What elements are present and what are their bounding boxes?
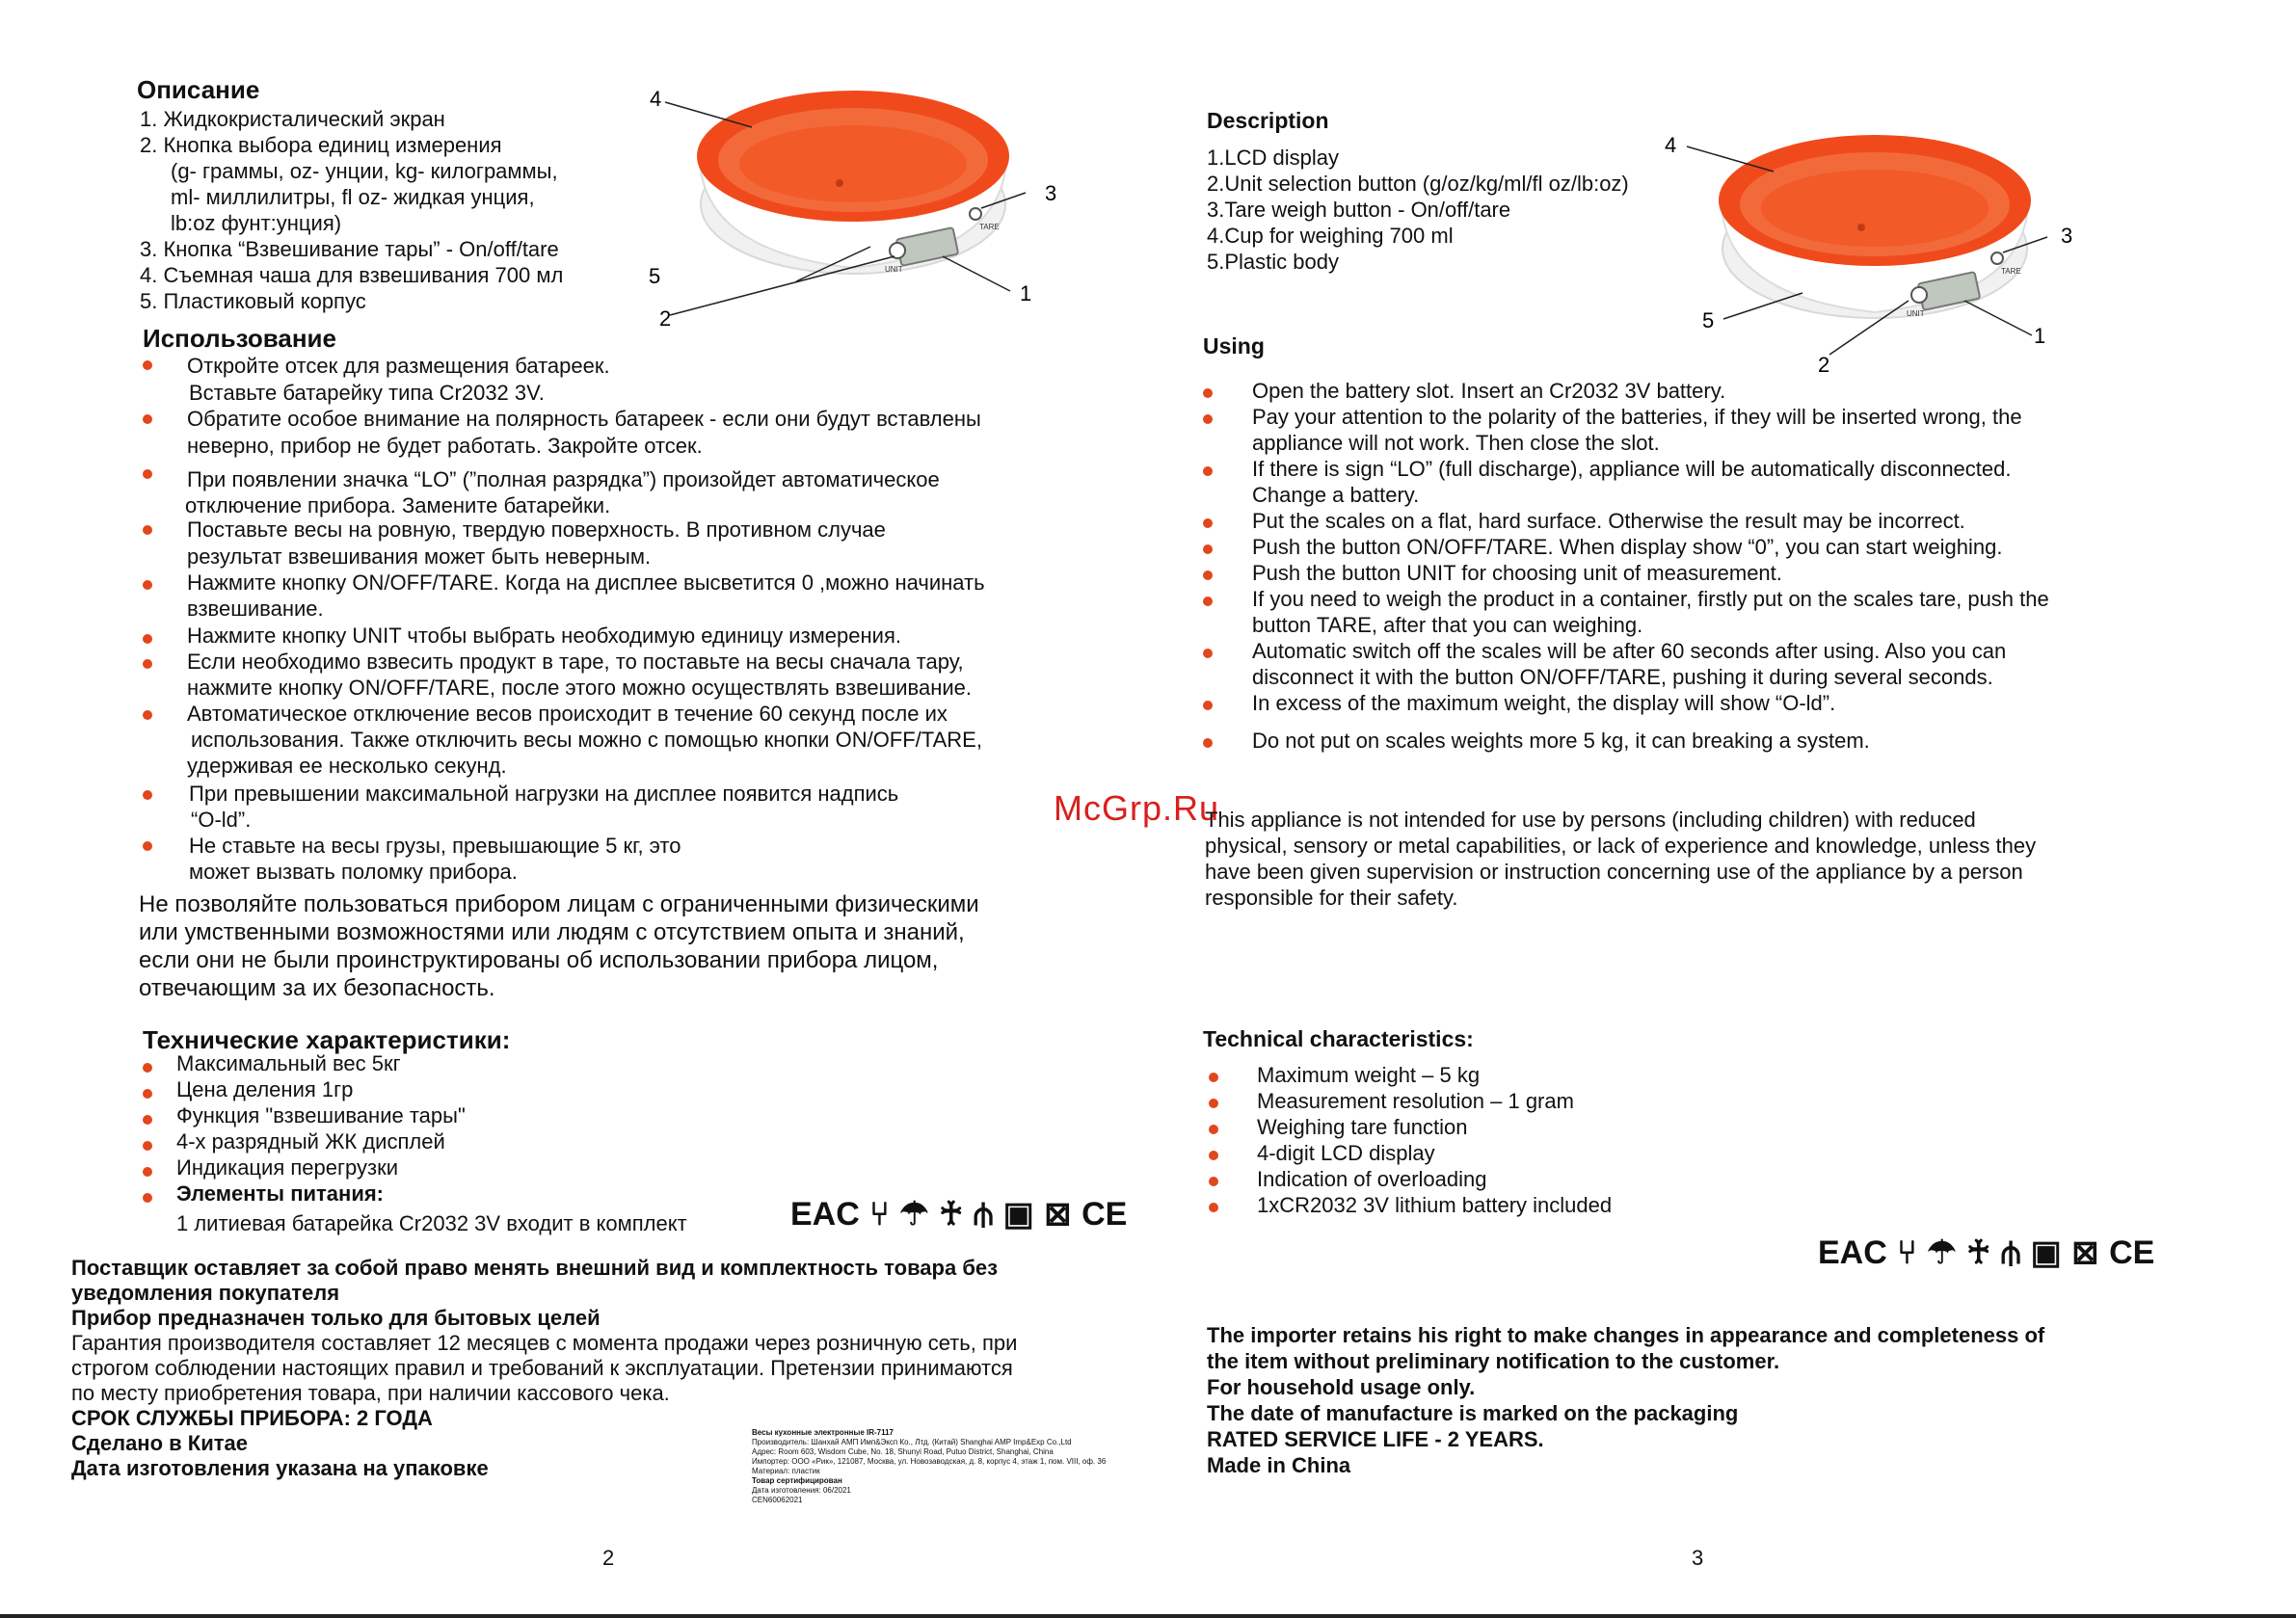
callout-3: 3 (2061, 224, 2073, 248)
right-using-line: Push the button ON/OFF/TARE. When display show “0”, you can start weighing. (1252, 535, 2003, 559)
right-using-line: Put the scales on a flat, hard surface. Otherwise the result may be incorrect. (1252, 509, 1965, 533)
left-using-line: Не ставьте на весы грузы, превышающие 5 кг, это (189, 834, 681, 858)
left-using-line: Поставьте весы на ровную, твердую поверхность. В противном случае (187, 517, 886, 542)
right-desc-line: 4.Cup for weighing 700 ml (1207, 224, 1454, 248)
right-using-line: If you need to weigh the product in a container, firstly put on the scales tare, push the (1252, 587, 2049, 611)
left-footer-line: по месту приобретения товара, при наличии кассового чека. (71, 1381, 670, 1405)
left-service-life: СРОК СЛУЖБЫ ПРИБОРА: 2 ГОДА (71, 1406, 433, 1430)
bullet-icon (1203, 544, 1213, 554)
fork-icon: ⫛ (2000, 1234, 2021, 1271)
left-desc-line: ml- миллилитры, fl oz- жидкая унция, (171, 185, 535, 209)
food-contact-icon: ⑂ (1897, 1234, 1917, 1271)
left-using-line: Нажмите кнопку ON/OFF/TARE. Когда на дисплее высветится 0 ,можно начинать (187, 570, 985, 595)
left-warning-line: Не позволяйте пользоваться прибором лицам с ограниченными физическими (139, 891, 979, 917)
small-print-line: Весы кухонные электронные IR-7117 (752, 1428, 894, 1437)
fork-icon: ⫛ (973, 1196, 994, 1233)
left-footer-line: строгом соблюдении настоящих правил и требований к эксплуатации. Претензии принимаются (71, 1356, 1013, 1380)
left-warning-line: отвечающим за их безопасность. (139, 975, 495, 1001)
right-description-list (1207, 145, 1629, 275)
bullet-icon (1203, 701, 1213, 710)
bullet-icon (143, 790, 152, 800)
left-using-line: взвешивание. (187, 597, 324, 621)
bullet-icon (143, 1063, 152, 1073)
bullet-icon (1203, 649, 1213, 658)
left-using-title: Использование (143, 324, 336, 353)
left-manufacture-date: Дата изготовления указана на упаковке (71, 1456, 489, 1480)
bullet-icon (143, 360, 152, 370)
left-using-line: Нажмите кнопку UNIT чтобы выбрать необходимую единицу измерения. (187, 623, 901, 648)
callout-1: 1 (2034, 324, 2046, 348)
right-footer-line: the item without preliminary notification to the customer. (1207, 1349, 1780, 1373)
bullet-icon (143, 525, 152, 535)
right-using-line: If there is sign “LO” (full discharge), appliance will be automatically disconnected. (1252, 457, 2012, 481)
right-using-line: In excess of the maximum weight, the display will show “O-ld”. (1252, 691, 1836, 715)
right-warning (1205, 807, 2036, 911)
callout-5: 5 (649, 264, 661, 288)
bullet-icon (1209, 1151, 1218, 1160)
bullet-icon (143, 841, 152, 851)
crossed-bin-icon: ⊠ (1044, 1196, 1072, 1233)
bullet-icon (1209, 1099, 1218, 1108)
bullet-icon (143, 1141, 152, 1151)
left-footer-bold: Прибор предназначен только для бытовых целей (71, 1306, 601, 1330)
left-tech-item: 4-х разрядный ЖК дисплей (176, 1129, 445, 1154)
left-using-line: При появлении значка “LO” (”полная разрядка”) произойдет автоматическое (187, 467, 940, 491)
right-tech-item: 4-digit LCD display (1257, 1141, 1435, 1165)
bullet-icon (143, 580, 152, 590)
right-description-title: Description (1207, 108, 1329, 133)
left-using-line: “O-ld”. (191, 808, 252, 832)
small-print-line: Импортер: ООО «Рик», 121087, Москва, ул. Новозаводская, д. 8, корпус 4, этаж 1, пом. VIII, оф. 36 (752, 1457, 1107, 1466)
left-desc-line: 4. Съемная чаша для взвешивания 700 мл (140, 263, 564, 287)
left-warning (139, 890, 979, 1002)
callout-2: 2 (659, 306, 672, 331)
left-tech-item: Цена деления 1гр (176, 1077, 354, 1101)
bullet-icon (1203, 414, 1213, 424)
bullet-icon (1203, 738, 1213, 748)
bullet-icon (143, 1089, 152, 1099)
callout-4: 4 (1665, 133, 1677, 157)
bullet-icon (1203, 466, 1213, 476)
right-desc-line: 3.Tare weigh button - On/off/tare (1207, 198, 1511, 222)
right-using-line: disconnect it with the button ON/OFF/TARE, pushing it during several seconds. (1252, 665, 1993, 689)
right-tech-item: Maximum weight – 5 kg (1257, 1063, 1481, 1087)
bullet-icon (143, 469, 152, 479)
right-using-line: Change a battery. (1252, 483, 1420, 507)
right-footer-line: The date of manufacture is marked on the packaging (1207, 1401, 1739, 1425)
callout-4: 4 (650, 87, 662, 111)
left-battery-line: 1 литиевая батарейка Cr2032 3V входит в комплект (176, 1211, 687, 1235)
left-using-line: Откройте отсек для размещения батареек. (187, 354, 610, 378)
right-using-line: Do not put on scales weights more 5 kg, it can breaking a system. (1252, 729, 1870, 753)
small-print-line: Производитель: Шанхай АМП Имп&Эксп Ко., Лтд. (Китай) Shanghai AMP Imp&Exp Co.,Ltd (752, 1438, 1072, 1446)
crossed-bin-icon: ⊠ (2071, 1234, 2099, 1271)
right-desc-line: 2.Unit selection button (g/oz/kg/ml/fl oz/lb:oz) (1207, 172, 1629, 196)
recycle-icon: ▣ (2030, 1234, 2062, 1271)
left-desc-line: 1. Жидкокристалический экран (140, 107, 445, 131)
left-scale-tare-label: TARE (979, 223, 1000, 231)
bullet-icon (1209, 1177, 1218, 1186)
left-using-line: отключение прибора. Замените батарейки. (185, 493, 611, 517)
left-desc-line: lb:oz фунт:унция) (171, 211, 342, 235)
left-tech-item: Индикация перегрузки (176, 1155, 398, 1180)
left-using-line: результат взвешивания может быть неверным. (187, 544, 652, 569)
right-warning-line: responsible for their safety. (1205, 886, 1458, 910)
left-warning-line: если они не были проинструктированы об использовании прибора лицом, (139, 947, 939, 973)
page-number-right: 3 (1692, 1546, 1704, 1570)
right-using-line: Pay your attention to the polarity of the batteries, if they will be inserted wrong, the (1252, 405, 2022, 429)
bullet-icon (143, 634, 152, 644)
callout-2: 2 (1818, 353, 1830, 377)
right-using-line: appliance will not work. Then close the slot. (1252, 431, 1660, 455)
left-desc-line: 5. Пластиковый корпус (140, 289, 366, 313)
bullet-icon (143, 659, 152, 669)
bullet-icon (1203, 570, 1213, 580)
left-warning-line: или умственными возможностями или людям с отсутствием опыта и знаний, (139, 919, 965, 945)
small-print-line: Товар сертифицирован (752, 1476, 842, 1485)
right-tech-title: Technical characteristics: (1203, 1026, 1474, 1051)
left-tech-item: Максимальный вес 5кг (176, 1051, 401, 1075)
bullet-icon (1209, 1125, 1218, 1134)
left-using-line: неверно, прибор не будет работать. Закройте отсек. (187, 434, 703, 458)
right-desc-line: 5.Plastic body (1207, 250, 1339, 274)
left-made-in: Сделано в Китае (71, 1431, 248, 1455)
right-tech-item: Weighing tare function (1257, 1115, 1468, 1139)
right-tech-item: 1xCR2032 3V lithium battery included (1257, 1193, 1613, 1217)
bullet-icon (1209, 1073, 1218, 1082)
right-using-line: Push the button UNIT for choosing unit of measurement. (1252, 561, 1782, 585)
left-tech-title: Технические характеристики: (143, 1025, 511, 1054)
left-footer-bold: Поставщик оставляет за собой право менять внешний вид и комплектность товара без (71, 1256, 999, 1280)
right-footer-line: For household usage only. (1207, 1375, 1476, 1399)
left-certification-icons (790, 1195, 1133, 1233)
left-using-line: использования. Также отключить весы можно с помощью кнопки ON/OFF/TARE, (191, 728, 982, 752)
left-using-line: Вставьте батарейку типа Cr2032 3V. (189, 381, 545, 405)
left-footer-bold: уведомления покупателя (71, 1281, 340, 1305)
left-small-print (752, 1428, 1106, 1505)
umbrella-icon: ☂ (899, 1196, 929, 1233)
right-tech-item: Measurement resolution – 1 gram (1257, 1089, 1574, 1113)
right-footer (1207, 1322, 2044, 1478)
watermark: McGrp.Ru (1054, 788, 1220, 828)
recycle-icon: ▣ (1002, 1196, 1034, 1233)
eac-mark-icon: EAC (790, 1196, 860, 1233)
right-footer-line: Made in China (1207, 1453, 1351, 1477)
right-scale-illustration (1658, 123, 2082, 384)
callout-5: 5 (1702, 308, 1715, 332)
left-using-line: удерживая ее несколько секунд. (187, 754, 507, 778)
left-description-title: Описание (137, 75, 260, 104)
left-scale-unit-label: UNIT (885, 265, 903, 274)
bullet-icon (1203, 388, 1213, 398)
left-using-line: нажмите кнопку ON/OFF/TARE, после этого можно осуществлять взвешивание. (187, 676, 973, 700)
right-certification-icons (1818, 1233, 2160, 1272)
right-desc-line: 1.LCD display (1207, 146, 1339, 170)
right-warning-line: have been given supervision or instruction concerning use of the appliance by a person (1205, 860, 2023, 884)
right-using-line: Open the battery slot. Insert an Cr2032 3V battery. (1252, 379, 1726, 403)
ce-mark-icon: CE (1081, 1196, 1128, 1233)
left-tech-item: Функция "взвешивание тары" (176, 1103, 466, 1127)
bullet-icon (143, 1193, 152, 1203)
left-scale-illustration (636, 79, 1060, 339)
umbrella-icon: ☂ (1927, 1234, 1957, 1271)
glass-icon: ♰ (939, 1196, 964, 1233)
left-footer-line: Гарантия производителя составляет 12 месяцев с момента продажи через розничную сеть, при (71, 1331, 1018, 1355)
left-description-list (140, 106, 563, 314)
left-using-line: Если необходимо взвесить продукт в таре, то поставьте на весы сначала тару, (187, 650, 964, 674)
page-number-left: 2 (602, 1546, 615, 1570)
bullet-icon (143, 414, 152, 424)
callout-1: 1 (1020, 281, 1032, 305)
callout-3: 3 (1045, 181, 1057, 205)
right-footer-line: RATED SERVICE LIFE - 2 YEARS. (1207, 1427, 1544, 1451)
bullet-icon (143, 710, 152, 720)
left-tech-item: Элементы питания: (176, 1181, 385, 1206)
right-warning-line: physical, sensory or metal capabilities, or lack of experience and knowledge, unless they (1205, 834, 2037, 858)
left-desc-line: 2. Кнопка выбора единиц измерения (140, 133, 502, 157)
left-using-line: При превышении максимальной нагрузки на дисплее появится надпись (189, 782, 899, 806)
left-using-line: Обратите особое внимание на полярность батареек - если они будут вставлены (187, 407, 981, 431)
right-scale-tare-label: TARE (2001, 267, 2021, 276)
right-warning-line: This appliance is not intended for use by persons (including children) with reduced (1205, 808, 1976, 832)
left-desc-line: (g- граммы, oz- унции, kg- килограммы, (171, 159, 558, 183)
bullet-icon (143, 1167, 152, 1177)
bullet-icon (143, 1115, 152, 1125)
glass-icon: ♰ (1966, 1234, 1991, 1271)
left-desc-line: 3. Кнопка “Взвешивание тары” - On/off/tare (140, 237, 559, 261)
ce-mark-icon: CE (2109, 1234, 2155, 1271)
food-contact-icon: ⑂ (869, 1196, 890, 1233)
right-footer-line: The importer retains his right to make changes in appearance and completeness of (1207, 1323, 2045, 1347)
bullet-icon (1209, 1203, 1218, 1212)
small-print-line: Дата изготовления: 06/2021 (752, 1486, 851, 1495)
small-print-line: Материал: пластик (752, 1467, 820, 1475)
left-using-line: Автоматическое отключение весов происходит в течение 60 секунд после их (187, 702, 948, 726)
right-scale-unit-label: UNIT (1907, 309, 1925, 318)
bullet-icon (1203, 597, 1213, 606)
right-tech-item: Indication of overloading (1257, 1167, 1487, 1191)
small-print-line: CEN60062021 (752, 1496, 803, 1504)
eac-mark-icon: EAC (1818, 1234, 1887, 1271)
right-using-line: button TARE, after that you can weighing. (1252, 613, 1643, 637)
right-using-line: Automatic switch off the scales will be after 60 seconds after using. Also you can (1252, 639, 2007, 663)
right-using-title: Using (1203, 333, 1265, 358)
bottom-rule (0, 1614, 2296, 1618)
small-print-line: Адрес: Room 603, Wisdom Cube, No. 18, Shunyi Road, Putuo District, Shanghai, China (752, 1447, 1054, 1456)
left-using-line: может вызвать поломку прибора. (189, 860, 518, 884)
bullet-icon (1203, 518, 1213, 528)
